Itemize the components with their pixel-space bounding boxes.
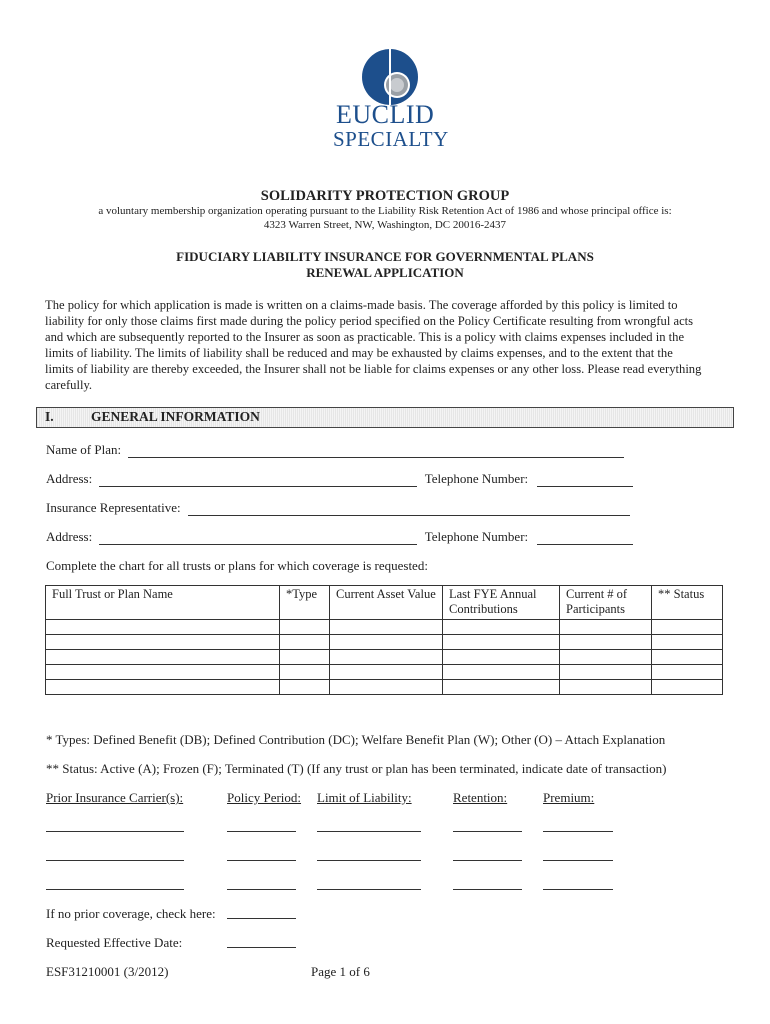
- table-cell[interactable]: [280, 650, 330, 665]
- limit-header: Limit of Liability:: [317, 790, 412, 805]
- insurance-rep-field[interactable]: [188, 501, 630, 516]
- name-of-plan-row: [46, 442, 624, 458]
- table-cell[interactable]: [443, 665, 560, 680]
- types-note: * Types: Defined Benefit (DB); Defined Contribution (DC); Welfare Benefit Plan (W); Other (O) – Attach Explanation: [46, 732, 666, 747]
- table-cell[interactable]: [652, 650, 723, 665]
- table-cell[interactable]: [280, 635, 330, 650]
- form-subtitle: RENEWAL APPLICATION: [306, 265, 464, 280]
- status-note: ** Status: Active (A); Frozen (F); Terminated (T) (If any trust or plan has been terminated, indicate date of transaction): [46, 761, 667, 776]
- logo-line1: EUCLID: [336, 100, 435, 129]
- table-cell[interactable]: [652, 620, 723, 635]
- chart-instruction: Complete the chart for all trusts or plans for which coverage is requested:: [46, 558, 428, 573]
- telephone-label: Telephone Number:: [424, 529, 529, 544]
- intro-line: liability for only those claims first made during the policy period specified on the Policy Certificate resulting from wrongful acts: [45, 314, 694, 328]
- table-cell[interactable]: [560, 635, 652, 650]
- limit-field[interactable]: [317, 859, 421, 861]
- org-subtitle: a voluntary membership organization operating pursuant to the Liability Risk Retention Act of 1986 and whose principal office is:: [98, 205, 672, 217]
- section-title: GENERAL INFORMATION: [91, 409, 260, 424]
- prior-carrier-header: Prior Insurance Carrier(s):: [46, 790, 184, 805]
- intro-line: carefully.: [45, 378, 93, 392]
- table-cell[interactable]: [330, 620, 443, 635]
- prior-carrier-field[interactable]: [46, 888, 184, 890]
- address-label: Address:: [46, 529, 93, 544]
- effective-date-label: Requested Effective Date:: [46, 935, 183, 950]
- name-of-plan-label: Name of Plan:: [46, 442, 122, 457]
- table-row: [46, 650, 723, 665]
- col-header-type: *Type: [280, 586, 330, 620]
- retention-field[interactable]: [453, 830, 522, 832]
- org-title: SOLIDARITY PROTECTION GROUP: [260, 188, 510, 204]
- name-of-plan-field[interactable]: [128, 443, 624, 458]
- prior-carrier-field[interactable]: [46, 830, 184, 832]
- col-header-contributions: Last FYE Annual Contributions: [443, 586, 560, 620]
- col-header-plan-name: Full Trust or Plan Name: [46, 586, 280, 620]
- table-cell[interactable]: [280, 680, 330, 695]
- table-header-row: [46, 586, 723, 620]
- table-cell[interactable]: [443, 620, 560, 635]
- policy-period-field[interactable]: [227, 859, 296, 861]
- col-header-status: ** Status: [652, 586, 723, 620]
- table-cell[interactable]: [560, 620, 652, 635]
- table-cell[interactable]: [46, 665, 280, 680]
- table-cell[interactable]: [280, 620, 330, 635]
- limit-field[interactable]: [317, 830, 421, 832]
- premium-field[interactable]: [543, 830, 613, 832]
- table-row: [46, 620, 723, 635]
- telephone-field-2[interactable]: [537, 530, 633, 545]
- table-cell[interactable]: [443, 680, 560, 695]
- insurance-rep-label: Insurance Representative:: [46, 500, 181, 515]
- table-cell[interactable]: [46, 635, 280, 650]
- form-number: ESF31210001 (3/2012): [46, 964, 169, 979]
- effective-date-field[interactable]: [227, 946, 296, 948]
- telephone-label: Telephone Number:: [424, 471, 529, 486]
- table-cell[interactable]: [330, 680, 443, 695]
- no-prior-checkbox-field[interactable]: [227, 917, 296, 919]
- table-cell[interactable]: [560, 665, 652, 680]
- table-cell[interactable]: [652, 680, 723, 695]
- policy-period-field[interactable]: [227, 830, 296, 832]
- address-row-2: [46, 529, 633, 545]
- org-address: 4323 Warren Street, NW, Washington, DC 20016-2437: [263, 219, 507, 231]
- prior-carrier-field[interactable]: [46, 859, 184, 861]
- telephone-field-1[interactable]: [537, 472, 633, 487]
- table-cell[interactable]: [652, 635, 723, 650]
- retention-field[interactable]: [453, 859, 522, 861]
- address-row-1: [46, 471, 633, 487]
- table-row: [46, 680, 723, 695]
- intro-line: and which are subsequently reported to the Insurer as soon as practicable. This is a policy with claims expenses included in the: [45, 330, 685, 344]
- address-field-2[interactable]: [99, 530, 417, 545]
- intro-line: The policy for which application is made is written on a claims-made basis. The coverage afforded by this policy is limited to: [45, 298, 678, 312]
- table-cell[interactable]: [560, 650, 652, 665]
- policy-period-header: Policy Period:: [227, 790, 302, 805]
- premium-field[interactable]: [543, 888, 613, 890]
- table-cell[interactable]: [330, 635, 443, 650]
- table-cell[interactable]: [46, 650, 280, 665]
- table-cell[interactable]: [652, 665, 723, 680]
- plans-table: [45, 585, 723, 695]
- col-header-participants: Current # of Participants: [560, 586, 652, 620]
- table-cell[interactable]: [330, 650, 443, 665]
- no-prior-label: If no prior coverage, check here:: [46, 906, 216, 921]
- table-cell[interactable]: [330, 665, 443, 680]
- section-header: [36, 407, 734, 428]
- form-title: FIDUCIARY LIABILITY INSURANCE FOR GOVERNMENTAL PLANS: [176, 249, 594, 264]
- limit-field[interactable]: [317, 888, 421, 890]
- table-cell[interactable]: [443, 635, 560, 650]
- premium-field[interactable]: [543, 859, 613, 861]
- table-row: [46, 635, 723, 650]
- address-field-1[interactable]: [99, 472, 417, 487]
- premium-header: Premium:: [543, 790, 595, 805]
- intro-line: limits of liability. The limits of liability shall be reduced and may be exhausted by claims expenses, and to the extent that the: [45, 346, 673, 360]
- logo-line2: SPECIALTY: [333, 127, 449, 151]
- table-cell[interactable]: [560, 680, 652, 695]
- table-cell[interactable]: [443, 650, 560, 665]
- table-cell[interactable]: [46, 620, 280, 635]
- intro-paragraph: [45, 297, 735, 393]
- retention-header: Retention:: [453, 790, 508, 805]
- address-label: Address:: [46, 471, 93, 486]
- page-number: Page 1 of 6: [311, 964, 370, 979]
- retention-field[interactable]: [453, 888, 522, 890]
- section-number: I.: [45, 409, 54, 424]
- policy-period-field[interactable]: [227, 888, 296, 890]
- col-header-asset-value: Current Asset Value: [330, 586, 443, 620]
- intro-line: limits of liability are thereby exceeded, the Insurer shall not be liable for claims expenses or any other loss. Please read everything: [45, 362, 702, 376]
- table-cell[interactable]: [46, 680, 280, 695]
- table-cell[interactable]: [280, 665, 330, 680]
- table-row: [46, 665, 723, 680]
- insurance-rep-row: [46, 500, 630, 516]
